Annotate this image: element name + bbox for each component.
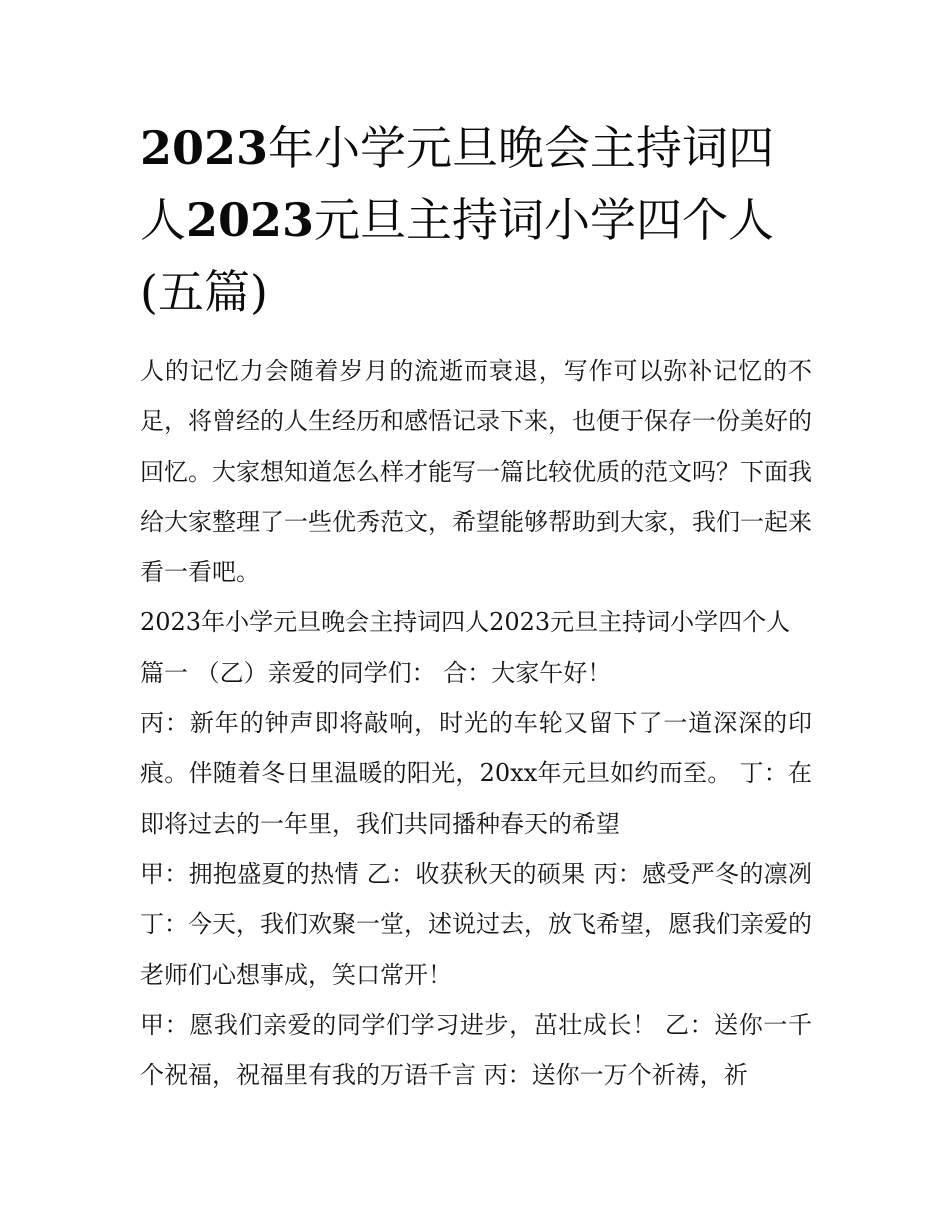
document-page bbox=[140, 112, 812, 1100]
document-title: 2023年小学元旦晚会主持词四人2023元旦主持词小学四个人(五篇) bbox=[140, 121, 775, 319]
section-heading: 2023年小学元旦晚会主持词四人2023元旦主持词小学四个人 bbox=[140, 608, 791, 637]
document-body bbox=[140, 346, 812, 1100]
script-paragraph: 甲：愿我们亲爱的同学们学习进步，茁壮成长！ 乙：送你一千个祝福，祝福里有我的万语千言 丙：送你一万个祈祷，祈 bbox=[140, 1010, 812, 1090]
intro-paragraph: 人的记忆力会随着岁月的流逝而衰退，写作可以弥补记忆的不足，将曾经的人生经历和感悟记录下来，也便于保存一份美好的回忆。大家想知道怎么样才能写一篇比较优质的范文吗？下面我给大家整理了一些优秀范文，希望能够帮助到大家，我们一起来看一看吧。 bbox=[140, 357, 812, 587]
script-paragraph: 丙：新年的钟声即将敲响，时光的车轮又留下了一道深深的印痕。伴随着冬日里温暖的阳光，20xx年元旦如约而至。 丁：在即将过去的一年里，我们共同播种春天的希望 bbox=[140, 709, 812, 838]
script-paragraph: 甲：拥抱盛夏的热情 乙：收获秋天的硕果 丙：感受严冬的凛冽 丁：今天，我们欢聚一堂，述说过去，放飞希望，愿我们亲爱的老师们心想事成，笑口常开！ bbox=[140, 859, 812, 989]
script-paragraph: 篇一 （乙）亲爱的同学们： 合：大家午好！ bbox=[140, 658, 612, 687]
